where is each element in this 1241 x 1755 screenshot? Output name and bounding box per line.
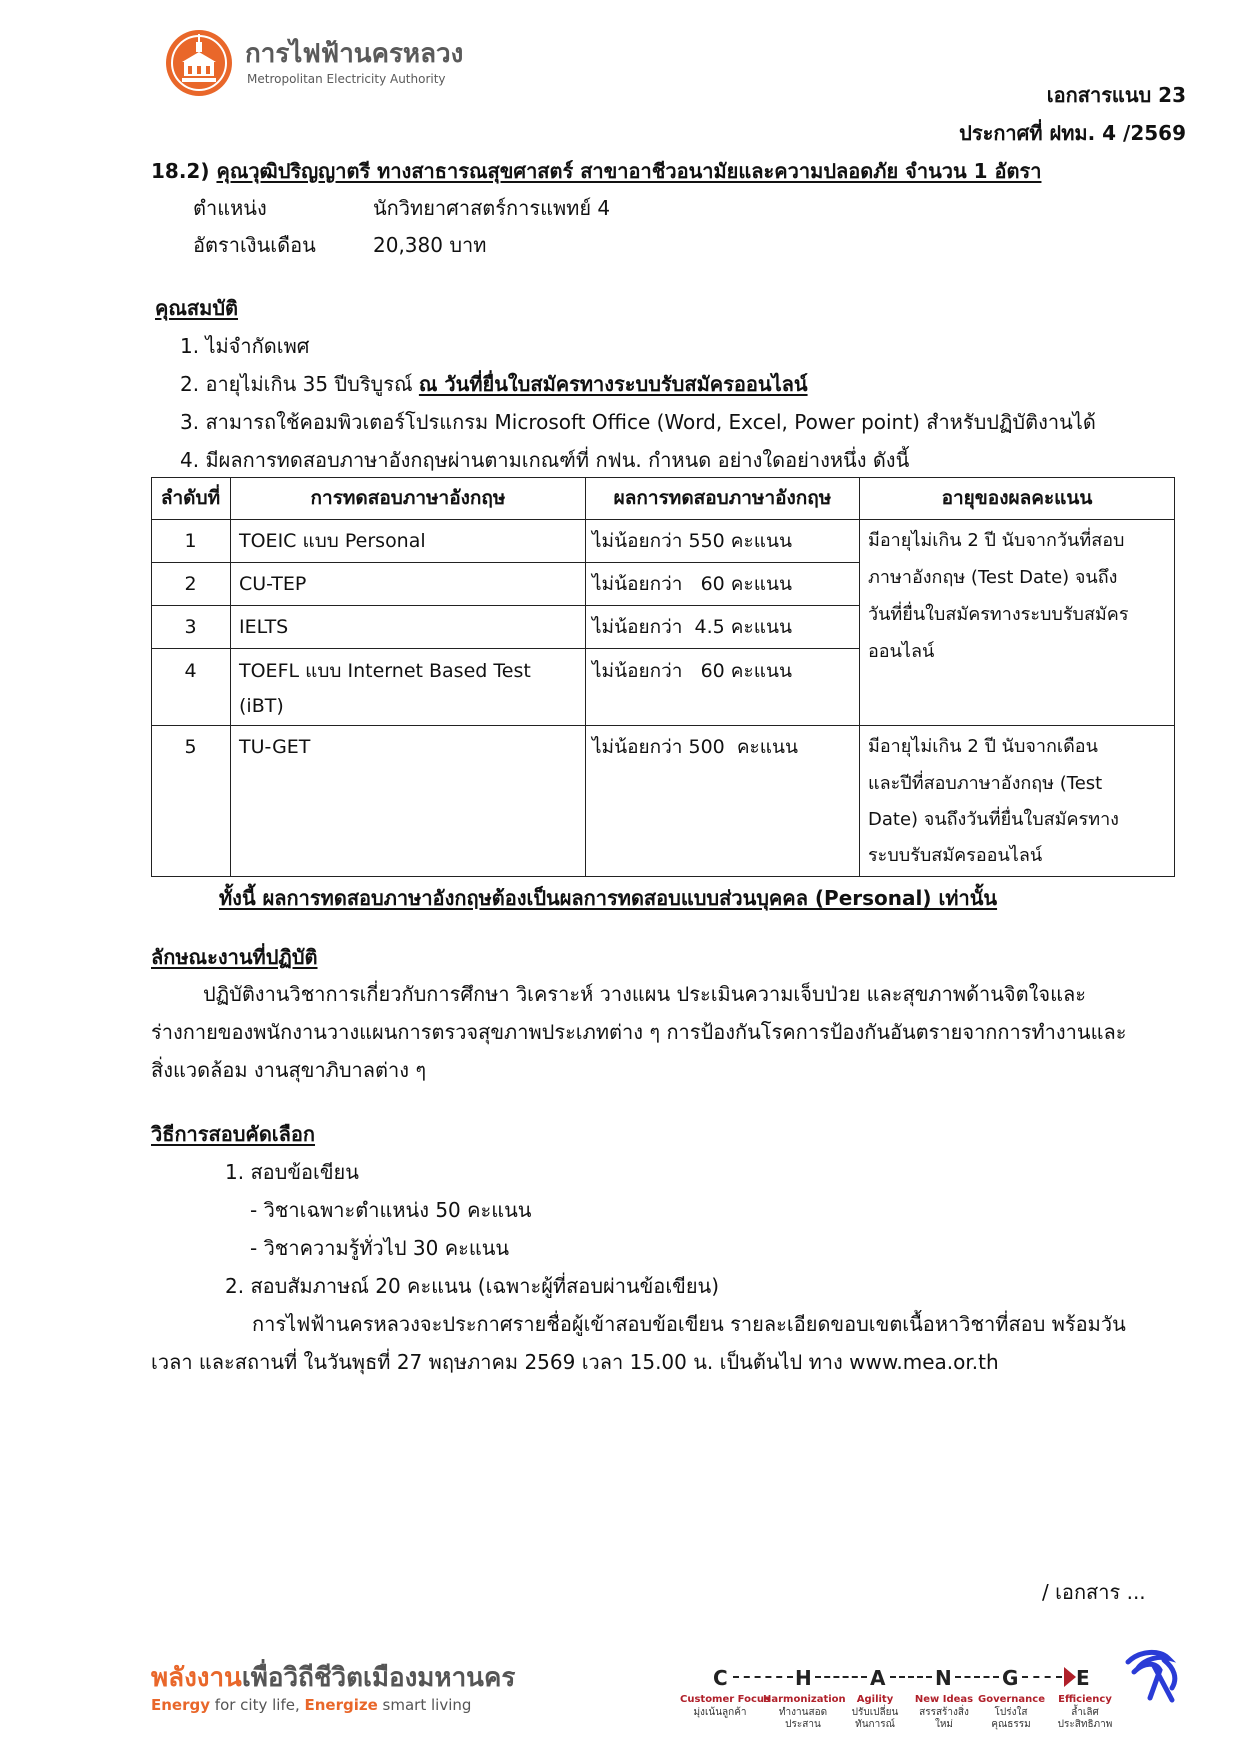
announce-line-1: การไฟฟ้านครหลวงจะประกาศรายชื่อผู้เข้าสอบข้อเขียน รายละเอียดขอบเขตเนื้อหาวิชาที่สอบ พร้อมวัน: [252, 1312, 1126, 1336]
table-row-5-score: ไม่น้อยกว่า 500 คะแนน: [592, 736, 798, 758]
mea-logo: [164, 28, 234, 98]
change-title-n: New Ideas: [914, 1694, 974, 1705]
qualification-item-1: 1. ไม่จำกัดเพศ: [180, 334, 310, 358]
table-note: ทั้งนี้ ผลการทดสอบภาษาอังกฤษต้องเป็นผลการทดสอบแบบส่วนบุคคล (Personal) เท่านั้น: [219, 886, 998, 910]
table-header-validity: อายุของผลคะแนน: [941, 487, 1093, 509]
position-heading: [151, 159, 1041, 183]
change-sub-c: มุ่งเน้นลูกค้า: [693, 1707, 747, 1718]
table-header-test: การทดสอบภาษาอังกฤษ: [310, 487, 506, 509]
change-letter-c: C: [713, 1666, 728, 1690]
table-row-3-score: ไม่น้อยกว่า 4.5 คะแนน: [592, 616, 792, 638]
table-row-2-no: 2: [184, 573, 197, 595]
change-sub-n: สรรสร้างสิ่งใหม่: [919, 1707, 969, 1730]
attachment-number: เอกสารแนบ 23: [1046, 83, 1186, 107]
selection-heading: วิธีการสอบคัดเลือก: [151, 1122, 316, 1146]
change-sub-g: โปร่งใสคุณธรรม: [991, 1707, 1031, 1730]
change-letter-e: E: [1076, 1666, 1090, 1690]
english-test-table: [151, 477, 1175, 877]
org-name-thai: การไฟฟ้านครหลวง: [245, 39, 464, 69]
position-title-value: นักวิทยาศาสตร์การแพทย์ 4: [373, 196, 611, 220]
change-sub-a: ปรับเปลี่ยนทันการณ์: [851, 1707, 899, 1730]
announcement-number: ประกาศที่ ฝทม. 4 /2569: [959, 121, 1186, 145]
slogan-en-part-2: for city life,: [210, 1696, 305, 1714]
job-description-heading: ลักษณะงานที่ปฏิบัติ: [151, 945, 318, 969]
validity-group-2-line-1: มีอายุไม่เกิน 2 ปี นับจากเดือน: [868, 736, 1098, 757]
slogan-en-energy: Energy: [151, 1696, 211, 1714]
selection-step-1: 1. สอบข้อเขียน: [225, 1160, 359, 1184]
validity-group-1-line-2: ภาษาอังกฤษ (Test Date) จนถึง: [868, 567, 1118, 588]
job-description-line-1: ปฏิบัติงานวิชาการเกี่ยวกับการศึกษา วิเคราะห์ วางแผน ประเมินความเจ็บป่วย และสุขภาพด้านจิตใจและ: [203, 982, 1086, 1006]
slogan-thai-rest: เพื่อวิถีชีวิตเมืองมหานคร: [241, 1663, 516, 1693]
validity-group-1-line-1: มีอายุไม่เกิน 2 ปี นับจากวันที่สอบ: [868, 530, 1125, 551]
position-heading-number: 18.2): [151, 159, 210, 183]
table-row-4-no: 4: [184, 660, 197, 682]
table-header-score: ผลการทดสอบภาษาอังกฤษ: [613, 487, 832, 509]
change-connector: [733, 1676, 793, 1678]
validity-group-1-line-3: วันที่ยื่นใบสมัครทางระบบรับสมัคร: [868, 604, 1129, 625]
table-row-2-score: ไม่น้อยกว่า 60 คะแนน: [592, 573, 792, 595]
table-row-1-test: TOEIC แบบ Personal: [239, 530, 426, 552]
table-row-3-test: IELTS: [239, 616, 289, 638]
selection-step-2: 2. สอบสัมภาษณ์ 20 คะแนน (เฉพาะผู้ที่สอบผ่านข้อเขียน): [225, 1274, 720, 1298]
change-letter-a: A: [870, 1666, 886, 1690]
position-heading-text: คุณวุฒิปริญญาตรี ทางสาธารณสุขศาสตร์ สาขาอาชีวอนามัยและความปลอดภัย จำนวน 1 อัตรา: [216, 159, 1042, 183]
change-title-g: Governance: [978, 1694, 1046, 1705]
change-letter-n: N: [935, 1666, 952, 1690]
table-row-5-no: 5: [184, 736, 197, 758]
table-row-4-score: ไม่น้อยกว่า 60 คะแนน: [592, 660, 792, 682]
change-letter-h: H: [795, 1666, 812, 1690]
change-title-h: Harmonization: [763, 1694, 846, 1705]
selection-step-1-sub-2: - วิชาความรู้ทั่วไป 30 คะแนน: [250, 1236, 510, 1260]
validity-group-1-line-4: ออนไลน์: [868, 641, 935, 662]
qualification-item-3: 3. สามารถใช้คอมพิวเตอร์โปรแกรม Microsoft Office (Word, Excel, Power point) สำหรับปฏิบัติงานได้: [180, 410, 1096, 434]
position-title-label: ตำแหน่ง: [193, 196, 267, 220]
qualification-item-2-text: 2. อายุไม่เกิน 35 ปีบริบูรณ์: [180, 372, 419, 396]
continuation-marker: / เอกสาร ...: [1042, 1580, 1146, 1604]
table-header-no: ลำดับที่: [160, 487, 221, 509]
announce-line-2: เวลา และสถานที่ ในวันพุธที่ 27 พฤษภาคม 2569 เวลา 15.00 น. เป็นต้นไป ทาง www.mea.or.th: [151, 1350, 999, 1374]
salary-value: 20,380 บาท: [373, 233, 487, 257]
selection-step-1-sub-1: - วิชาเฉพาะตำแหน่ง 50 คะแนน: [250, 1198, 532, 1222]
change-connector: [890, 1676, 932, 1678]
table-row-1-score: ไม่น้อยกว่า 550 คะแนน: [592, 530, 792, 552]
qualifications-heading: คุณสมบัติ: [155, 296, 239, 320]
slogan-thai-highlight: พลังงาน: [151, 1663, 242, 1693]
change-sub-h: ทำงานสอดประสาน: [778, 1707, 828, 1730]
change-letter-g: G: [1002, 1666, 1019, 1690]
mea-emblem-icon: [1120, 1648, 1184, 1704]
slogan-en-energize: Energize: [304, 1696, 378, 1714]
validity-group-2-line-3: Date) จนถึงวันที่ยื่นใบสมัครทาง: [868, 809, 1119, 830]
change-connector: [815, 1676, 867, 1678]
salary-label: อัตราเงินเดือน: [193, 233, 316, 257]
table-row-5-test: TU-GET: [239, 736, 311, 758]
change-title-c: Customer Focus: [680, 1694, 770, 1705]
table-row-2-test: CU-TEP: [239, 573, 307, 595]
table-row-1-no: 1: [184, 530, 197, 552]
qualification-item-2-emphasis: ณ วันที่ยื่นใบสมัครทางระบบรับสมัครออนไลน์: [418, 372, 808, 396]
table-row-3-no: 3: [184, 616, 197, 638]
org-name-english: Metropolitan Electricity Authority: [247, 72, 446, 86]
change-connector: [1022, 1676, 1062, 1678]
change-title-e: Efficiency: [1058, 1694, 1112, 1705]
qualification-item-4: 4. มีผลการทดสอบภาษาอังกฤษผ่านตามเกณฑ์ที่ กฟน. กำหนด อย่างใดอย่างหนึ่ง ดังนี้: [180, 448, 910, 472]
qualification-item-2: [180, 372, 808, 396]
validity-group-2-line-4: ระบบรับสมัครออนไลน์: [868, 845, 1043, 866]
slogan-en-part-4: smart living: [377, 1696, 472, 1714]
change-connector: [955, 1676, 999, 1678]
footer-slogan-thai: [151, 1662, 515, 1694]
change-sub-e: ล้ำเลิศประสิทธิภาพ: [1057, 1707, 1113, 1730]
job-description-line-3: สิ่งแวดล้อม งานสุขาภิบาลต่าง ๆ: [151, 1058, 427, 1082]
change-title-a: Agility: [856, 1694, 894, 1705]
change-arrow-icon: [1064, 1667, 1076, 1687]
table-row-4-test: TOEFL แบบ Internet Based Test: [239, 660, 531, 682]
footer-slogan-english: [151, 1696, 471, 1714]
validity-group-2-line-2: และปีที่สอบภาษาอังกฤษ (Test: [868, 773, 1103, 794]
table-row-4-test-line2: (iBT): [239, 695, 284, 717]
job-description-line-2: ร่างกายของพนักงานวางแผนการตรวจสุขภาพประเภทต่าง ๆ การป้องกันโรคการป้องกันอันตรายจากการทำงานและ: [151, 1020, 1127, 1044]
